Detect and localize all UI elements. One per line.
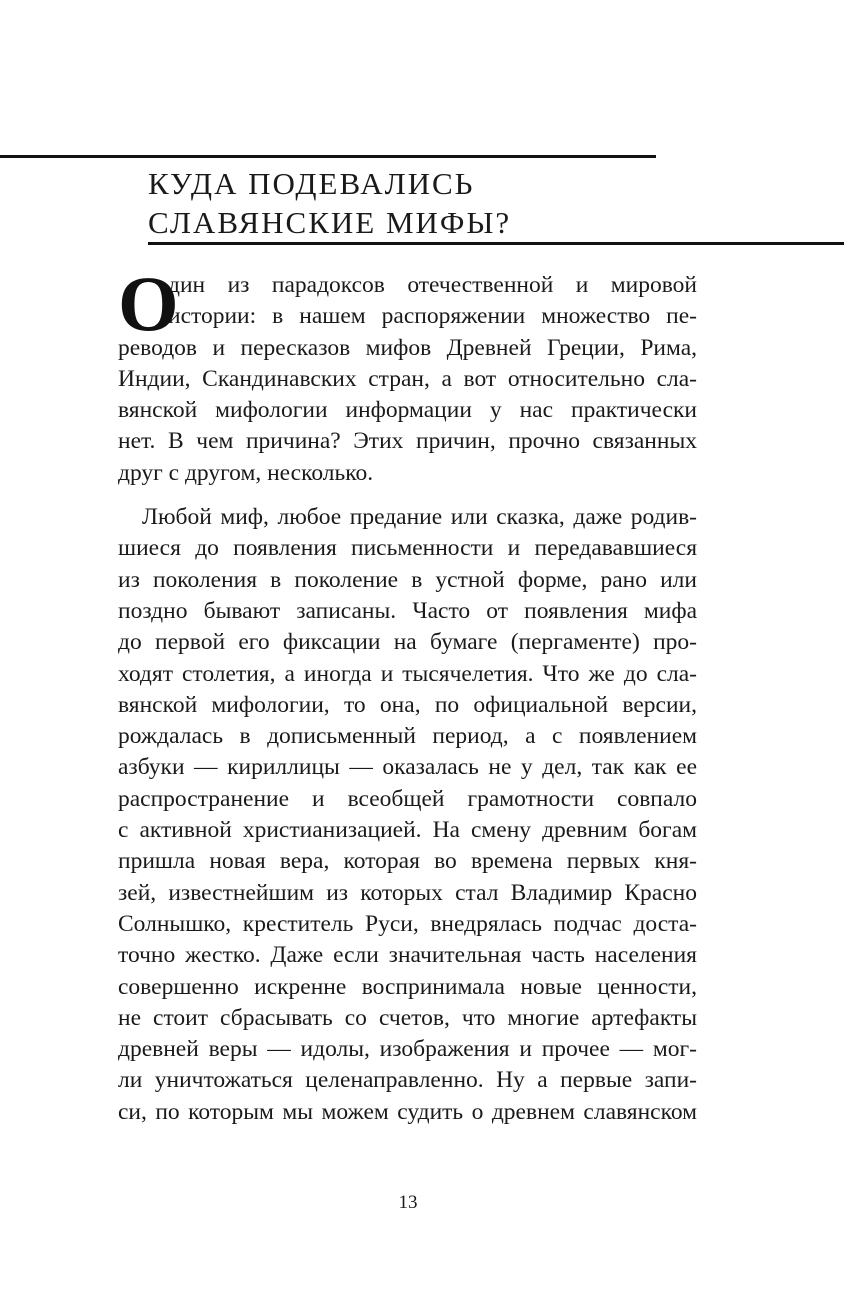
body-text: [118, 260, 697, 1128]
paragraph-1-line: реводов и пересказов мифов Древней Греции, Рима,: [118, 334, 697, 361]
paragraph-2-line: Солнышко, креститель Руси, внедрялась подчас доста-: [118, 910, 697, 937]
paragraph-1: [118, 260, 697, 489]
paragraph-1-line: дин из парадоксов отечественной и мировой: [168, 272, 697, 298]
paragraph-2-line: поздно бывают записаны. Часто от появления мифа: [118, 597, 697, 624]
paragraph-2-line: с активной христианизацией. На смену древним богам: [118, 817, 697, 844]
paragraph-1-line: истории: в нашем распоряжении множество пе-: [168, 303, 697, 330]
paragraph-2-line: из поколения в поколение в устной форме, рано или: [118, 566, 697, 593]
paragraph-1-line: нет. В чем причина? Этих причин, прочно связанных: [118, 428, 697, 455]
chapter-title: [148, 164, 828, 242]
chapter-title-line-2: СЛАВЯНСКИЕ МИФЫ?: [148, 205, 512, 240]
chapter-title-line-1: КУДА ПОДЕВАЛИСЬ: [148, 166, 475, 201]
paragraph-1-line: друг с другом, несколько.: [118, 459, 374, 486]
paragraph-2-line: вянской мифологии, то она, по официальной версии,: [118, 691, 697, 718]
paragraph-1-line: Индии, Скандинавских стран, а вот относительно сла-: [118, 365, 697, 392]
paragraph-2-line: ли уничтожаться целенаправленно. Ну а первые запи-: [118, 1067, 697, 1094]
paragraph-2-line: распространение и всеобщей грамотности совпало: [118, 785, 697, 812]
paragraph-2: [118, 502, 697, 1128]
paragraph-2-line: ходят столетия, а иногда и тысячелетия. Что же до сла-: [118, 660, 697, 687]
paragraph-2-line: не стоит сбрасывать со счетов, что многие артефакты: [118, 1004, 697, 1031]
paragraph-2-line: шиеся до появления письменности и передававшиеся: [118, 535, 697, 562]
page-number: 13: [398, 1192, 418, 1213]
top-rule: [0, 155, 656, 158]
paragraph-2-line: зей, известнейшим из которых стал Владимир Красно: [118, 879, 697, 906]
paragraph-2-line: пришла новая вера, которая во времена первых кня-: [118, 848, 697, 875]
paragraph-2-line: до первой его фиксации на бумаге (пергаменте) про-: [118, 629, 697, 656]
paragraph-2-line: точно жестко. Даже если значительная часть населения: [118, 942, 697, 969]
paragraph-2-line: Любой миф, любое предание или сказка, даже родив-: [142, 504, 697, 531]
paragraph-2-line: рождалась в дописьменный период, а с появлением: [118, 723, 697, 750]
paragraph-1-line: вянской мифологии информации у нас практически: [118, 397, 697, 424]
drop-cap: О: [118, 260, 179, 347]
paragraph-2-line: азбуки — кириллицы — оказалась не у дел, так как ее: [118, 754, 697, 781]
paragraph-2-line: си, по которым мы можем судить о древнем славянском: [118, 1098, 697, 1125]
paragraph-2-line: совершенно искренне воспринимала новые ценности,: [118, 973, 697, 1000]
paragraph-2-line: древней веры — идолы, изображения и прочее — мог-: [118, 1036, 697, 1063]
title-underline-rule: [148, 242, 844, 245]
